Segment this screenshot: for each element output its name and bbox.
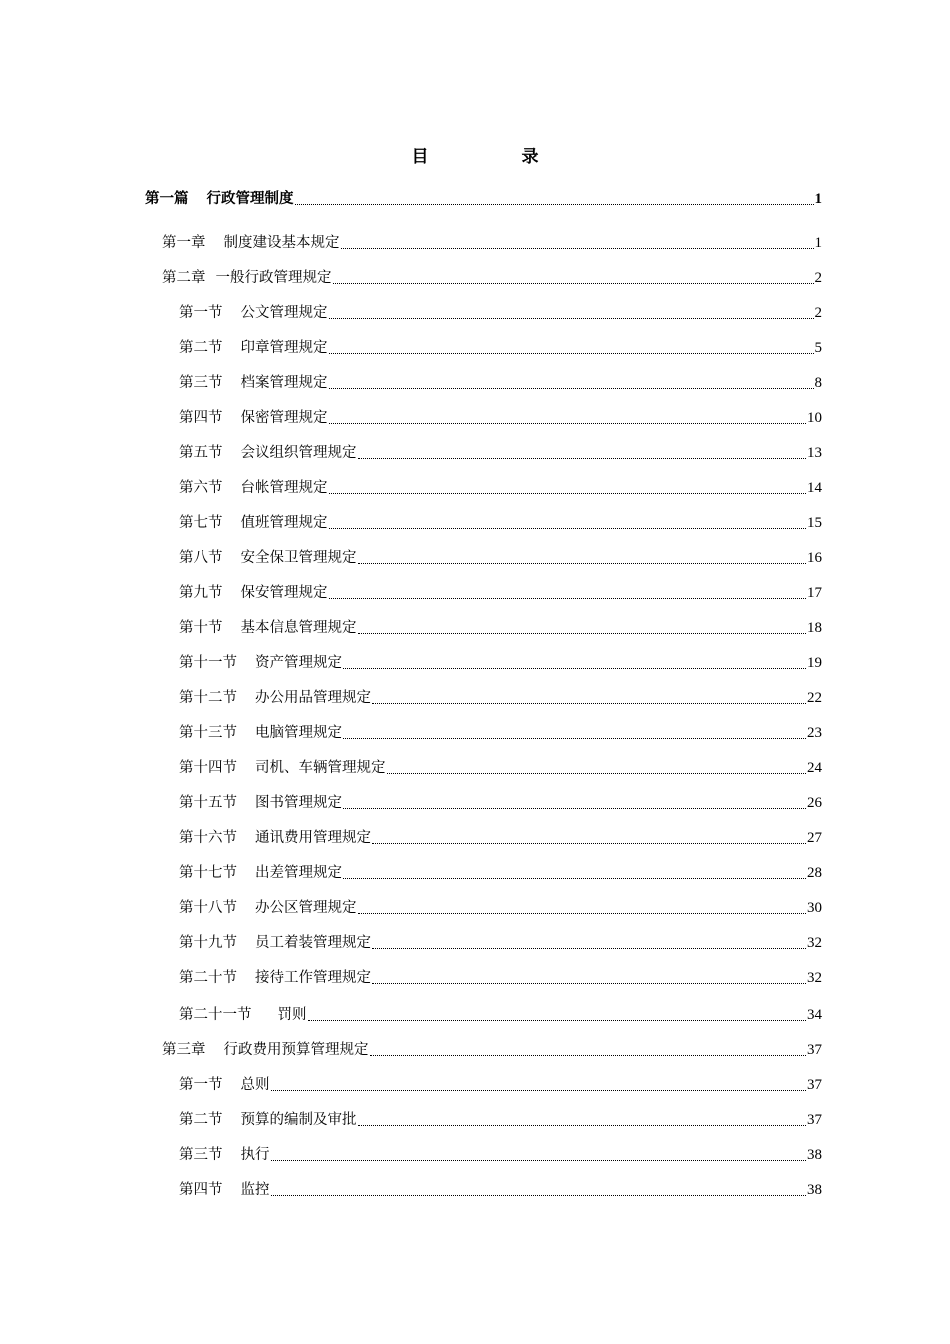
toc-entry-number: 第九节 <box>179 585 223 601</box>
toc-entry-title: 保密管理规定 <box>240 410 328 426</box>
toc-entry-title: 出差管理规定 <box>255 865 342 881</box>
toc-dot-leader <box>342 652 807 674</box>
toc-entry-number: 第二节 <box>179 340 223 356</box>
toc-entry-title: 档案管理规定 <box>240 375 328 391</box>
toc-page-number: 19 <box>807 655 822 671</box>
toc-entry-title: 预算的编制及审批 <box>240 1112 357 1128</box>
toc-entry-title: 制度建设基本规定 <box>223 235 340 251</box>
toc-dot-leader <box>270 1179 808 1201</box>
toc-entry-number: 第十二节 <box>179 690 237 706</box>
toc-page-number: 37 <box>807 1042 822 1058</box>
toc-entry[interactable] <box>179 862 822 884</box>
toc-page-number: 10 <box>807 410 822 426</box>
toc-page-number: 37 <box>807 1077 822 1093</box>
toc-entry-number: 第十一节 <box>179 655 237 671</box>
toc-entry[interactable] <box>179 372 822 394</box>
toc-dot-leader <box>369 1039 808 1061</box>
toc-entry[interactable] <box>179 302 822 324</box>
toc-entry[interactable] <box>179 407 822 429</box>
toc-entry-title: 办公区管理规定 <box>255 900 357 916</box>
toc-page-number: 27 <box>807 830 822 846</box>
toc-entry-title: 安全保卫管理规定 <box>240 550 357 566</box>
toc-page-number: 23 <box>807 725 822 741</box>
toc-entry-number: 第三节 <box>179 1147 223 1163</box>
toc-dot-leader <box>386 757 808 779</box>
toc-entry-title: 值班管理规定 <box>240 515 328 531</box>
toc-entry[interactable] <box>179 547 822 569</box>
toc-page-number: 13 <box>807 445 822 461</box>
toc-page-number: 22 <box>807 690 822 706</box>
toc-entry-title: 办公用品管理规定 <box>255 690 371 706</box>
toc-dot-leader <box>328 372 815 394</box>
toc-entry-number: 第五节 <box>179 445 223 461</box>
toc-entry-title: 电脑管理规定 <box>255 725 342 741</box>
toc-entry[interactable] <box>179 1074 822 1096</box>
toc-page-number: 1 <box>814 235 822 251</box>
toc-entry-number: 第六节 <box>179 480 223 496</box>
toc-page-number: 34 <box>807 1007 822 1023</box>
toc-entry-number: 第十五节 <box>179 795 237 811</box>
toc-entry[interactable] <box>179 757 822 779</box>
toc-entry-title: 行政费用预算管理规定 <box>223 1042 369 1058</box>
toc-page-number: 16 <box>807 550 822 566</box>
toc-title: 目 录 <box>411 147 577 167</box>
toc-dot-leader <box>332 267 815 289</box>
toc-dot-leader <box>342 862 807 884</box>
toc-entry[interactable] <box>179 722 822 744</box>
toc-entry-title: 行政管理制度 <box>206 190 294 207</box>
toc-page-number: 14 <box>807 480 822 496</box>
toc-page-number: 18 <box>807 620 822 636</box>
toc-entry[interactable] <box>179 897 822 919</box>
toc-entry[interactable] <box>145 188 822 210</box>
toc-dot-leader <box>328 477 808 499</box>
toc-dot-leader <box>340 232 815 254</box>
toc-entry[interactable] <box>179 1109 822 1131</box>
toc-dot-leader <box>328 582 808 604</box>
toc-dot-leader <box>371 687 807 709</box>
toc-page-number: 37 <box>807 1112 822 1128</box>
toc-entry[interactable] <box>179 582 822 604</box>
toc-entry-title: 图书管理规定 <box>255 795 342 811</box>
toc-page-number: 24 <box>807 760 822 776</box>
toc-entry[interactable] <box>179 337 822 359</box>
toc-dot-leader <box>357 1109 808 1131</box>
toc-entry-number: 第一篇 <box>145 190 189 207</box>
toc-entry[interactable] <box>179 687 822 709</box>
toc-entry-number: 第二节 <box>179 1112 223 1128</box>
toc-entry[interactable] <box>179 827 822 849</box>
toc-entry[interactable] <box>179 442 822 464</box>
toc-page-number: 26 <box>807 795 822 811</box>
toc-entry-number: 第十八节 <box>179 900 237 916</box>
toc-dot-leader <box>357 617 808 639</box>
toc-dot-leader <box>270 1074 808 1096</box>
toc-dot-leader <box>328 407 808 429</box>
toc-entry-number: 第四节 <box>179 410 223 426</box>
toc-entry[interactable] <box>179 1144 822 1166</box>
toc-entry-title: 会议组织管理规定 <box>240 445 357 461</box>
toc-dot-leader <box>342 722 807 744</box>
toc-entry[interactable] <box>162 1039 822 1061</box>
toc-entry-title: 司机、车辆管理规定 <box>255 760 386 776</box>
toc-page-number: 32 <box>807 970 822 986</box>
toc-entry[interactable] <box>179 967 822 989</box>
toc-entry-number: 第一章 <box>162 235 206 251</box>
toc-page-number: 15 <box>807 515 822 531</box>
toc-entry-title: 执行 <box>240 1147 270 1163</box>
toc-entry-number: 第十四节 <box>179 760 237 776</box>
toc-dot-leader <box>357 547 808 569</box>
toc-dot-leader <box>357 442 808 464</box>
toc-entry-number: 第十三节 <box>179 725 237 741</box>
toc-entry-title: 监控 <box>240 1182 270 1198</box>
toc-entry-title: 接待工作管理规定 <box>255 970 371 986</box>
toc-entry-title: 一般行政管理规定 <box>215 270 332 286</box>
toc-entry-title: 通讯费用管理规定 <box>255 830 371 846</box>
toc-entry-number: 第十节 <box>179 620 223 636</box>
toc-entry-number: 第一节 <box>179 305 223 321</box>
toc-entry-title: 资产管理规定 <box>255 655 342 671</box>
toc-page-number: 28 <box>807 865 822 881</box>
toc-dot-leader <box>357 897 808 919</box>
toc-dot-leader <box>371 932 807 954</box>
toc-entry[interactable] <box>179 477 822 499</box>
toc-entry-number: 第八节 <box>179 550 223 566</box>
toc-page-number: 30 <box>807 900 822 916</box>
toc-dot-leader <box>307 1004 808 1026</box>
toc-entry[interactable] <box>179 617 822 639</box>
toc-entry-number: 第二章 <box>162 270 206 286</box>
toc-entry[interactable] <box>162 267 822 289</box>
toc-entry-title: 台帐管理规定 <box>240 480 328 496</box>
toc-page-number: 32 <box>807 935 822 951</box>
toc-page-number: 17 <box>807 585 822 601</box>
toc-entry-title: 公文管理规定 <box>240 305 328 321</box>
toc-page-number: 2 <box>814 270 822 286</box>
toc-entry-title: 员工着装管理规定 <box>255 935 371 951</box>
toc-entry[interactable] <box>162 232 822 254</box>
toc-entry-title: 基本信息管理规定 <box>240 620 357 636</box>
toc-entry-number: 第七节 <box>179 515 223 531</box>
toc-entry-number: 第四节 <box>179 1182 223 1198</box>
toc-entry[interactable] <box>179 652 822 674</box>
toc-page-number: 1 <box>814 191 822 207</box>
toc-page-number: 38 <box>807 1182 822 1198</box>
toc-entry-number: 第一节 <box>179 1077 223 1093</box>
toc-entry[interactable] <box>179 1004 822 1026</box>
toc-page-number: 2 <box>814 305 822 321</box>
toc-dot-leader <box>371 827 807 849</box>
toc-entry-number: 第二十节 <box>179 970 237 986</box>
toc-entry-number: 第十七节 <box>179 865 237 881</box>
toc-dot-leader <box>328 337 815 359</box>
toc-entry-title: 总则 <box>240 1077 270 1093</box>
toc-entry[interactable] <box>179 932 822 954</box>
toc-entry-title: 印章管理规定 <box>240 340 328 356</box>
toc-entry[interactable] <box>179 512 822 534</box>
toc-entry[interactable] <box>179 1179 822 1201</box>
toc-entry-number: 第二十一节 <box>179 1007 252 1023</box>
toc-entry-number: 第十六节 <box>179 830 237 846</box>
toc-entry-title: 保安管理规定 <box>240 585 328 601</box>
toc-entry-title: 罚则 <box>277 1007 307 1023</box>
toc-entry-number: 第三节 <box>179 375 223 391</box>
toc-dot-leader <box>328 512 808 534</box>
toc-page-number: 38 <box>807 1147 822 1163</box>
toc-page-number: 5 <box>814 340 822 356</box>
toc-entry[interactable] <box>179 792 822 814</box>
toc-entry-number: 第十九节 <box>179 935 237 951</box>
toc-dot-leader <box>294 188 815 210</box>
toc-dot-leader <box>371 967 807 989</box>
toc-dot-leader <box>342 792 807 814</box>
toc-dot-leader <box>270 1144 808 1166</box>
toc-dot-leader <box>328 302 815 324</box>
toc-entry-number: 第三章 <box>162 1042 206 1058</box>
toc-page-number: 8 <box>814 375 822 391</box>
